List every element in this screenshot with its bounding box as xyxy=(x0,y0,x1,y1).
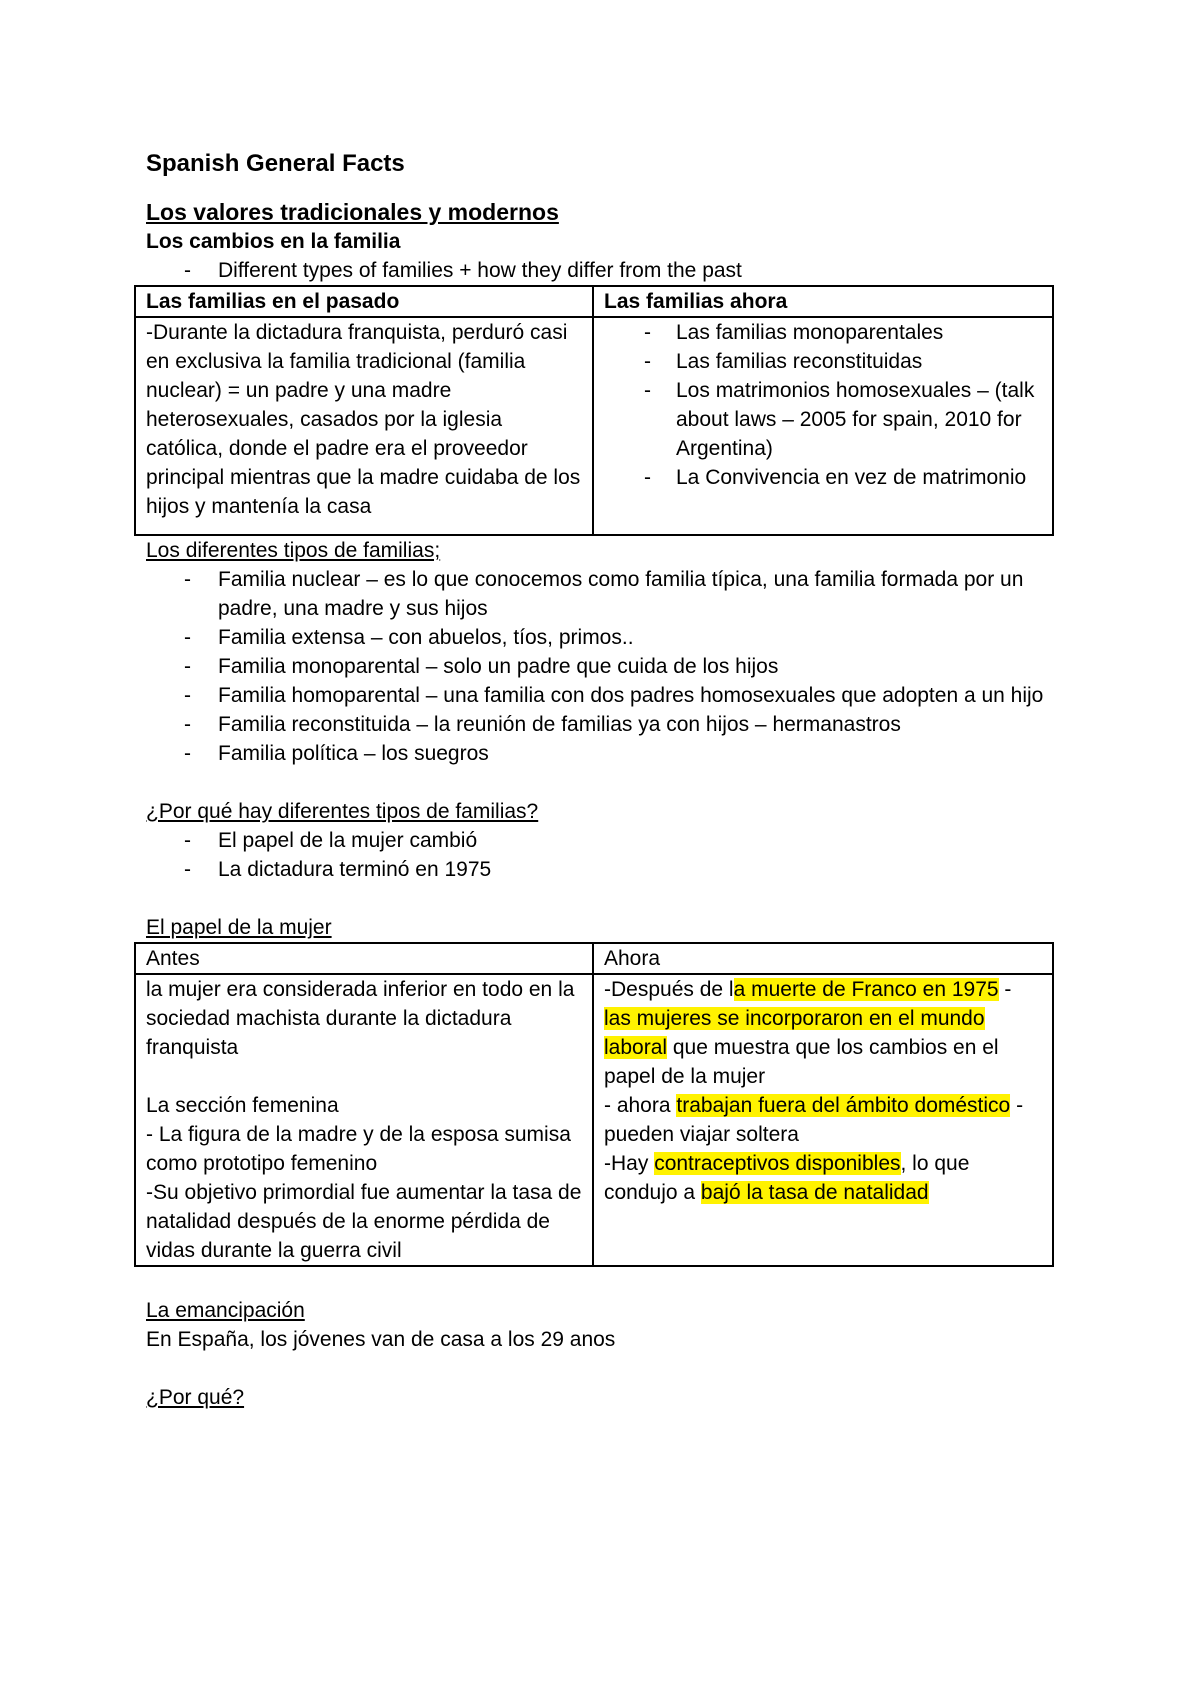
section-heading-por-que: ¿Por qué? xyxy=(146,1386,245,1409)
ahora-paragraph-3: -Hay contraceptivos disponibles, lo que condujo a bajó la tasa de natalidad xyxy=(604,1152,970,1204)
antes-figura-madre: - La figura de la madre y de la esposa sumisa como prototipo femenino xyxy=(146,1123,571,1175)
list-item: - Familia política – los suegros xyxy=(146,739,1046,768)
section-heading-valores: Los valores tradicionales y modernos xyxy=(146,199,559,225)
section-heading-tipos: Los diferentes tipos de familias; xyxy=(146,539,441,562)
highlight-muerte-franco: a muerte de Franco en 1975 xyxy=(733,978,999,1001)
section-heading-papel-mujer: El papel de la mujer xyxy=(146,916,332,939)
table-header-pasado: Las familias en el pasado xyxy=(135,286,593,317)
table-cell-antes xyxy=(135,974,593,1266)
list-item: - El papel de la mujer cambió xyxy=(146,826,1046,855)
highlight-tasa-natalidad: bajó la tasa de natalidad xyxy=(700,1181,929,1204)
antes-objetivo: -Su objetivo primordial fue aumentar la tasa de natalidad después de la enorme pérdida de vidas durante la guerra civil xyxy=(146,1181,582,1262)
list-item: - Familia extensa – con abuelos, tíos, primos.. xyxy=(146,623,1046,652)
list-item: - La dictadura terminó en 1975 xyxy=(146,855,1046,884)
antes-seccion-femenina: La sección femenina xyxy=(146,1094,339,1117)
section-heading-por-que-tipos: ¿Por qué hay diferentes tipos de familias? xyxy=(146,800,539,823)
document-body xyxy=(146,148,1046,1412)
ahora-paragraph-2: - ahora trabajan fuera del ámbito doméstico - pueden viajar soltera xyxy=(604,1094,1024,1146)
list-item: - Familia monoparental – solo un padre que cuida de los hijos xyxy=(146,652,1046,681)
table-cell-ahora-mujer xyxy=(593,974,1053,1266)
bullet-list-intro xyxy=(146,256,1046,285)
table-cell-pasado xyxy=(135,317,593,535)
emancipacion-text: En España, los jóvenes van de casa a los 29 anos xyxy=(146,1328,616,1351)
highlight-contraceptivos: contraceptivos disponibles xyxy=(654,1152,901,1175)
list-item: - Las familias reconstituidas xyxy=(604,347,1042,376)
list-item: - Los matrimonios homosexuales – (talk about laws – 2005 for spain, 2010 for Argentina) xyxy=(604,376,1042,463)
antes-paragraph: la mujer era considerada inferior en todo en la sociedad machista durante la dictadura franquista xyxy=(146,978,575,1059)
highlight-ambito-domestico: trabajan fuera del ámbito doméstico xyxy=(676,1094,1011,1117)
table-header-ahora-mujer: Ahora xyxy=(593,943,1053,974)
list-item: - Different types of families + how they differ from the past xyxy=(146,256,1046,285)
list-item: - Familia reconstituida – la reunión de familias ya con hijos – hermanastros xyxy=(146,710,1046,739)
por-que-list xyxy=(146,826,1046,884)
section-heading-emancipacion: La emancipación xyxy=(146,1299,305,1322)
table-header-ahora: Las familias ahora xyxy=(593,286,1053,317)
pasado-text: -Durante la dictadura franquista, perduró casi en exclusiva la familia tradicional (familia nuclear) = un padre y una madre heterosexuales, casados por la iglesia católica, donde el padre era el proveedor principal mientras que la madre cuidaba de los hijos y mantenía la casa xyxy=(146,321,581,518)
list-item: - Familia homoparental – una familia con dos padres homosexuales que adopten a un hijo xyxy=(146,681,1046,710)
list-item: - Familia nuclear – es lo que conocemos como familia típica, una familia formada por un padre, una madre y sus hijos xyxy=(146,565,1046,623)
papel-mujer-table xyxy=(134,942,1054,1267)
document-title: Spanish General Facts xyxy=(146,150,405,177)
tipos-familias-list xyxy=(146,565,1046,768)
list-item: - La Convivencia en vez de matrimonio xyxy=(604,463,1042,492)
ahora-list xyxy=(604,318,1042,492)
list-item: - Las familias monoparentales xyxy=(604,318,1042,347)
table-header-antes: Antes xyxy=(135,943,593,974)
highlight-mundo-laboral: las mujeres se incorporaron en el mundo laboral xyxy=(604,1007,985,1059)
families-comparison-table xyxy=(134,285,1054,536)
ahora-paragraph-1: -Después de la muerte de Franco en 1975 - las mujeres se incorporaron en el mundo laboral que muestra que los cambios en el papel de la mujer xyxy=(604,978,1012,1088)
table-cell-ahora xyxy=(593,317,1053,535)
subheading-cambios-familia: Los cambios en la familia xyxy=(146,230,401,253)
